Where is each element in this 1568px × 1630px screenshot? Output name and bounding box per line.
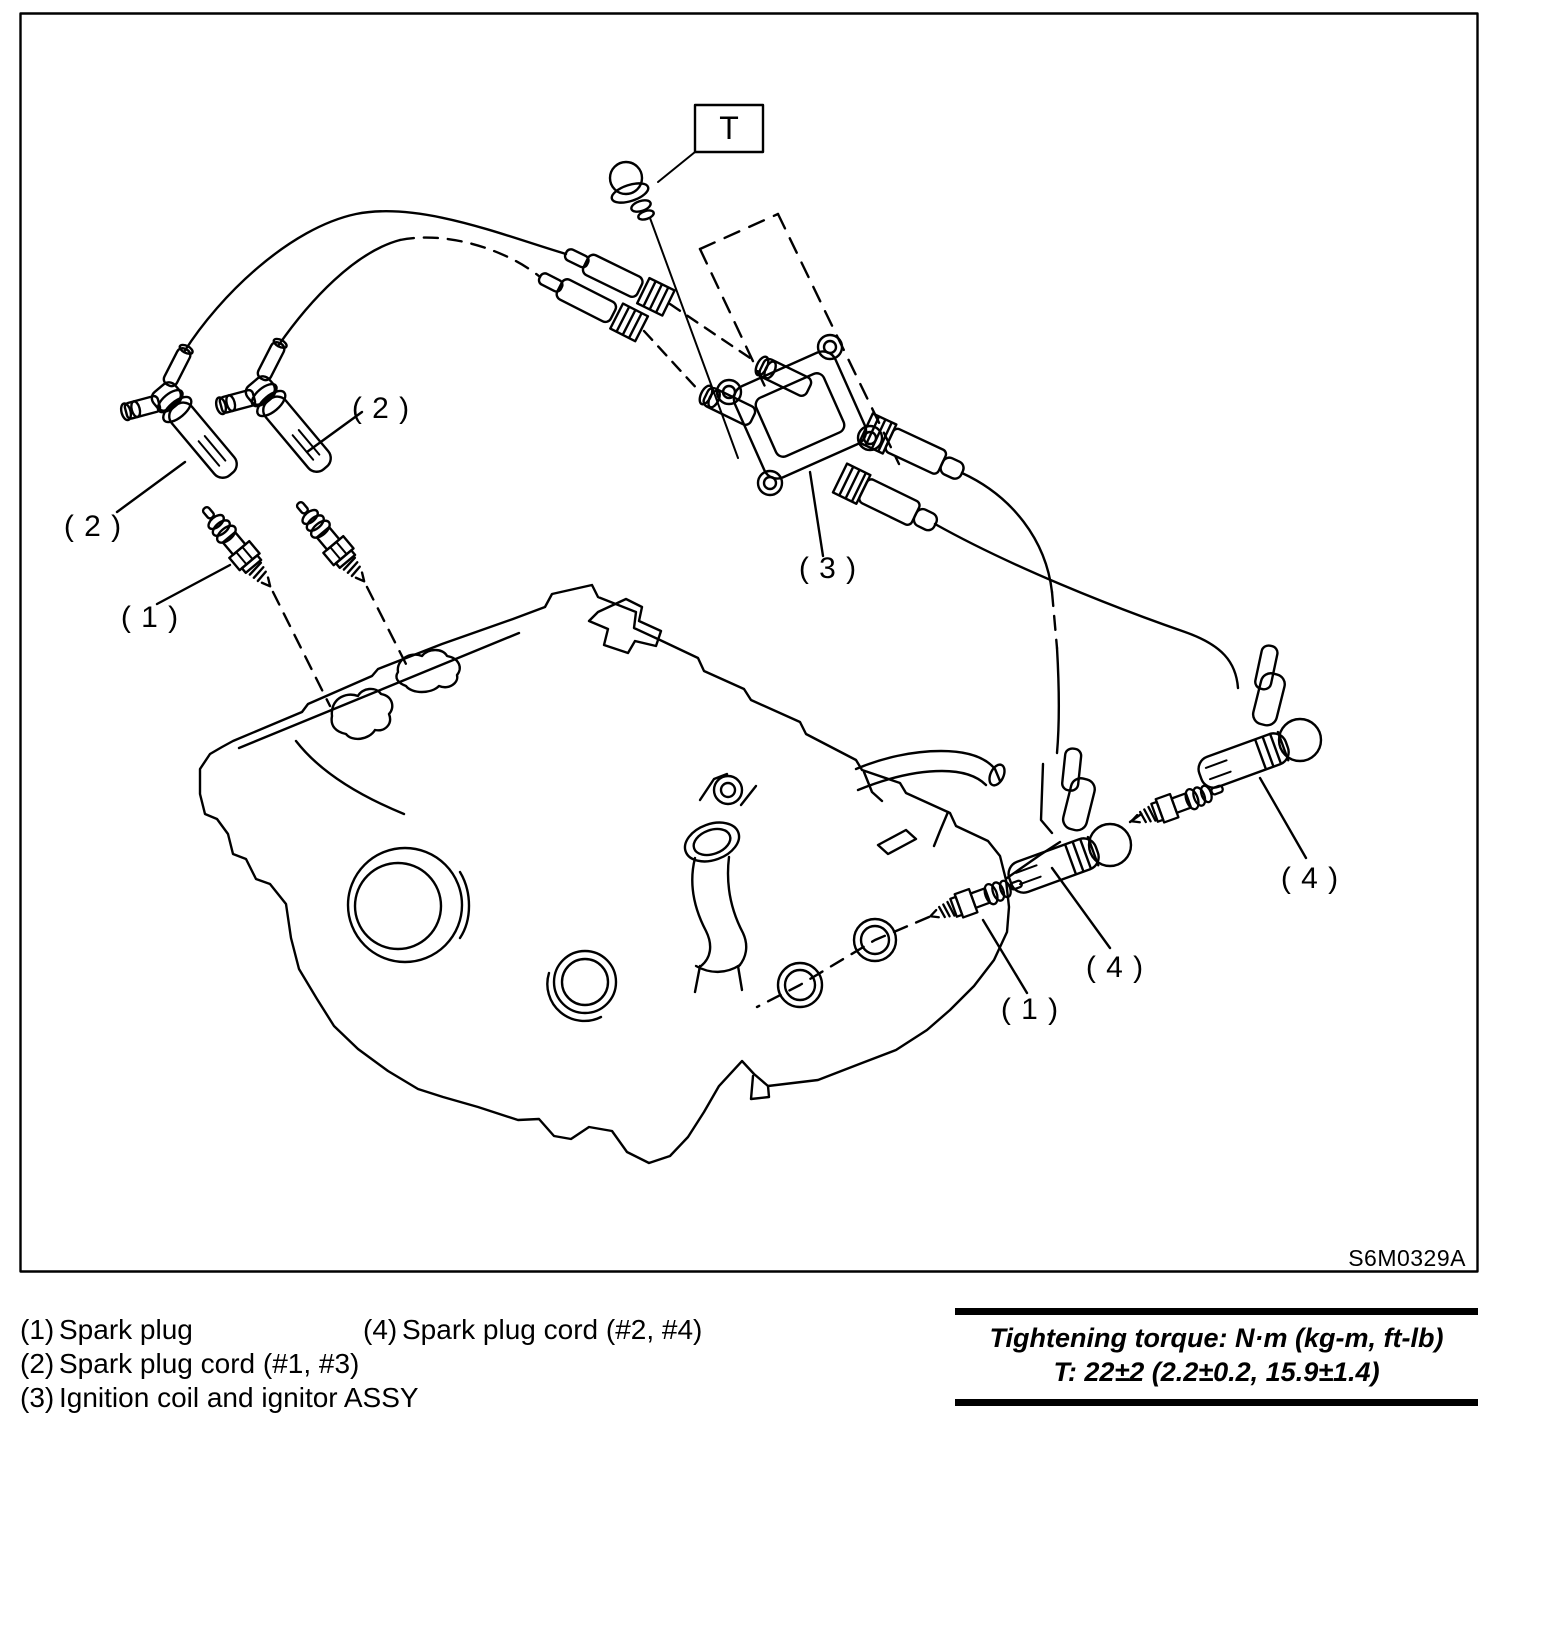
- spark-plug-boot-right-1: [1005, 748, 1131, 896]
- callout-label: ( 3 ): [798, 552, 858, 585]
- ignition-coil-assembly: [697, 335, 969, 539]
- install-dashed-lines: [273, 587, 1144, 1007]
- figure-frame: [21, 14, 1478, 1272]
- spark-plug-left-1: [195, 500, 280, 595]
- torque-note-line-2: T: 22±2 (2.2±0.2, 15.9±1.4): [1053, 1357, 1380, 1387]
- legend-item-label: Spark plug: [59, 1314, 193, 1345]
- cord-sleeve-1: [560, 240, 675, 315]
- pulley-large: [348, 848, 469, 962]
- legend-item: [20, 1347, 419, 1381]
- legend-item-number: (4): [363, 1314, 398, 1345]
- callout-label: ( 2 ): [351, 392, 411, 425]
- legend-item: [20, 1381, 419, 1415]
- legend-col-1: [20, 1313, 419, 1415]
- torque-symbol-box: [658, 105, 763, 182]
- legend-item: [20, 1313, 419, 1347]
- bracket-under-boot: [1007, 764, 1060, 878]
- spark-plug-left-2: [289, 495, 374, 590]
- legend-item-label: Spark plug cord (#1, #3): [59, 1348, 360, 1379]
- exhaust-crossover-pipe: [680, 816, 747, 992]
- legend-item-number: (3): [20, 1382, 55, 1413]
- coil-tower-2: [753, 355, 813, 398]
- coolant-pipe: [856, 751, 1008, 790]
- torque-note-line-1: Tightening torque: N·m (kg-m, ft-lb): [989, 1323, 1444, 1353]
- legend-item-label: Spark plug cord (#2, #4): [402, 1314, 703, 1345]
- legend-col-2: [363, 1313, 702, 1347]
- legend-item-number: (1): [20, 1314, 55, 1345]
- bolt-boss: [700, 774, 756, 805]
- coil-tower-1: [697, 384, 757, 427]
- callout-leaders: [117, 412, 1306, 993]
- cord-arc-2: [278, 238, 540, 346]
- coil-boot-upper: [859, 413, 969, 487]
- callout-label: ( 2 ): [63, 510, 123, 543]
- callout-label: ( 1 ): [1000, 993, 1060, 1026]
- callout-labels: [64, 392, 1339, 1026]
- legend-item-label: Ignition coil and ignitor ASSY: [59, 1382, 419, 1413]
- coil-boot-lower: [833, 464, 942, 539]
- sleeve-to-coil-dashes: [644, 304, 756, 392]
- pulley-small: [547, 951, 616, 1021]
- figure-code: S6M0329A: [1348, 1245, 1466, 1271]
- front-shoulder: [296, 741, 404, 814]
- callout-label: ( 1 ): [120, 601, 180, 634]
- small-bracket-plate: [878, 830, 916, 854]
- torque-symbol: T: [719, 110, 739, 146]
- engine-block: [200, 585, 1060, 1163]
- cord-right-2: [935, 524, 1238, 688]
- callout-label: ( 4 ): [1280, 862, 1340, 895]
- torque-note-box: [955, 1308, 1478, 1406]
- spark-plug-right-2: [1127, 776, 1227, 832]
- legend-item-number: (2): [20, 1348, 55, 1379]
- legend-item: [363, 1313, 702, 1347]
- spark-plug-boot-right-2: [1195, 644, 1321, 791]
- callout-label: ( 4 ): [1085, 951, 1145, 984]
- cord-right-1: [962, 473, 1059, 753]
- cord-arc-1: [184, 211, 566, 352]
